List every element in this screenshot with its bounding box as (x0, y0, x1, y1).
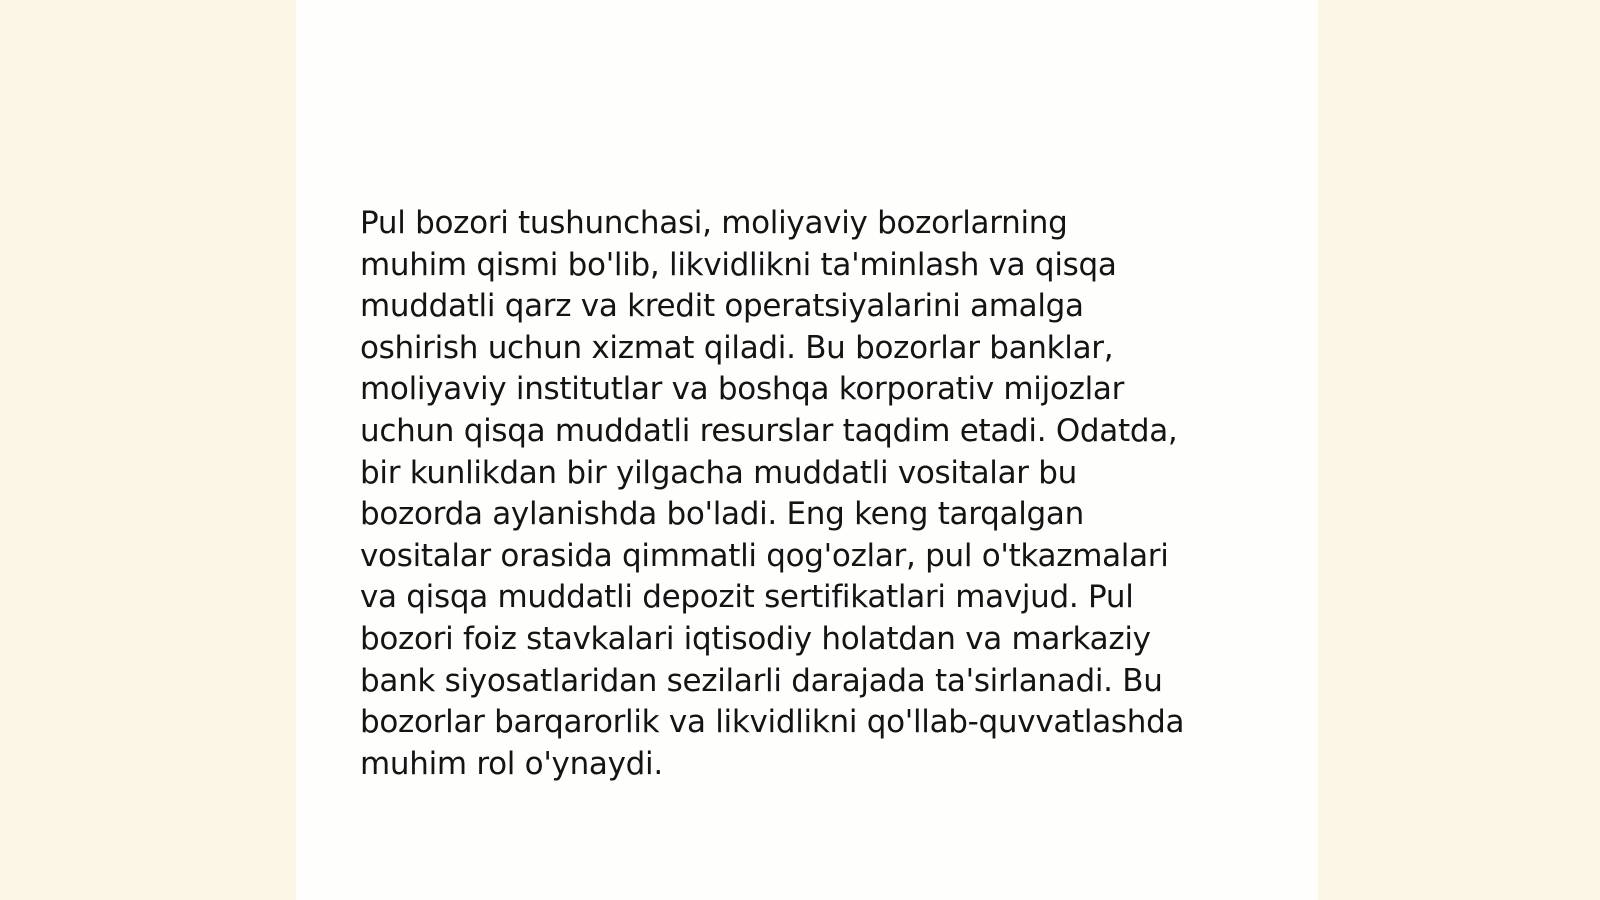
body-line-10: va qisqa muddatli depozit sertifikatlari mavjud. Pul (360, 579, 1134, 616)
body-line-1: Pul bozori tushunchasi, moliyaviy bozorlarning (360, 205, 1068, 241)
body-line-7: bir kunlikdan bir yilgacha muddatli vositalar bu (360, 454, 1078, 491)
body-line-8: bozorda aylanishda bo'ladi. Eng keng tarqalgan (360, 496, 1084, 533)
body-line-11: bozori foiz stavkalari iqtisodiy holatdan va markaziy (360, 620, 1151, 657)
slide-page (296, 0, 1318, 900)
body-line-6: uchun qisqa muddatli resurslar taqdim etadi. Odatda, (360, 412, 1178, 449)
body-line-4: oshirish uchun xizmat qiladi. Bu bozorlar banklar, (360, 329, 1114, 366)
body-line-5: moliyaviy institutlar va boshqa korporativ mijozlar (360, 371, 1125, 408)
body-line-9: vositalar orasida qimmatli qog'ozlar, pul o'tkazmalari (360, 537, 1169, 574)
body-line-12: bank siyosatlaridan sezilarli darajada ta'sirlanadi. Bu (360, 662, 1163, 699)
body-line-3: muddatli qarz va kredit operatsiyalarini amalga (360, 288, 1084, 325)
slide-body-text (360, 203, 1260, 785)
body-line-13: bozorlar barqarorlik va likvidlikni qo'llab-quvvatlashda (360, 704, 1185, 741)
body-line-14: muhim rol o'ynaydi. (360, 745, 663, 782)
body-line-2: muhim qismi bo'lib, likvidlikni ta'minlash va qisqa (360, 246, 1117, 283)
